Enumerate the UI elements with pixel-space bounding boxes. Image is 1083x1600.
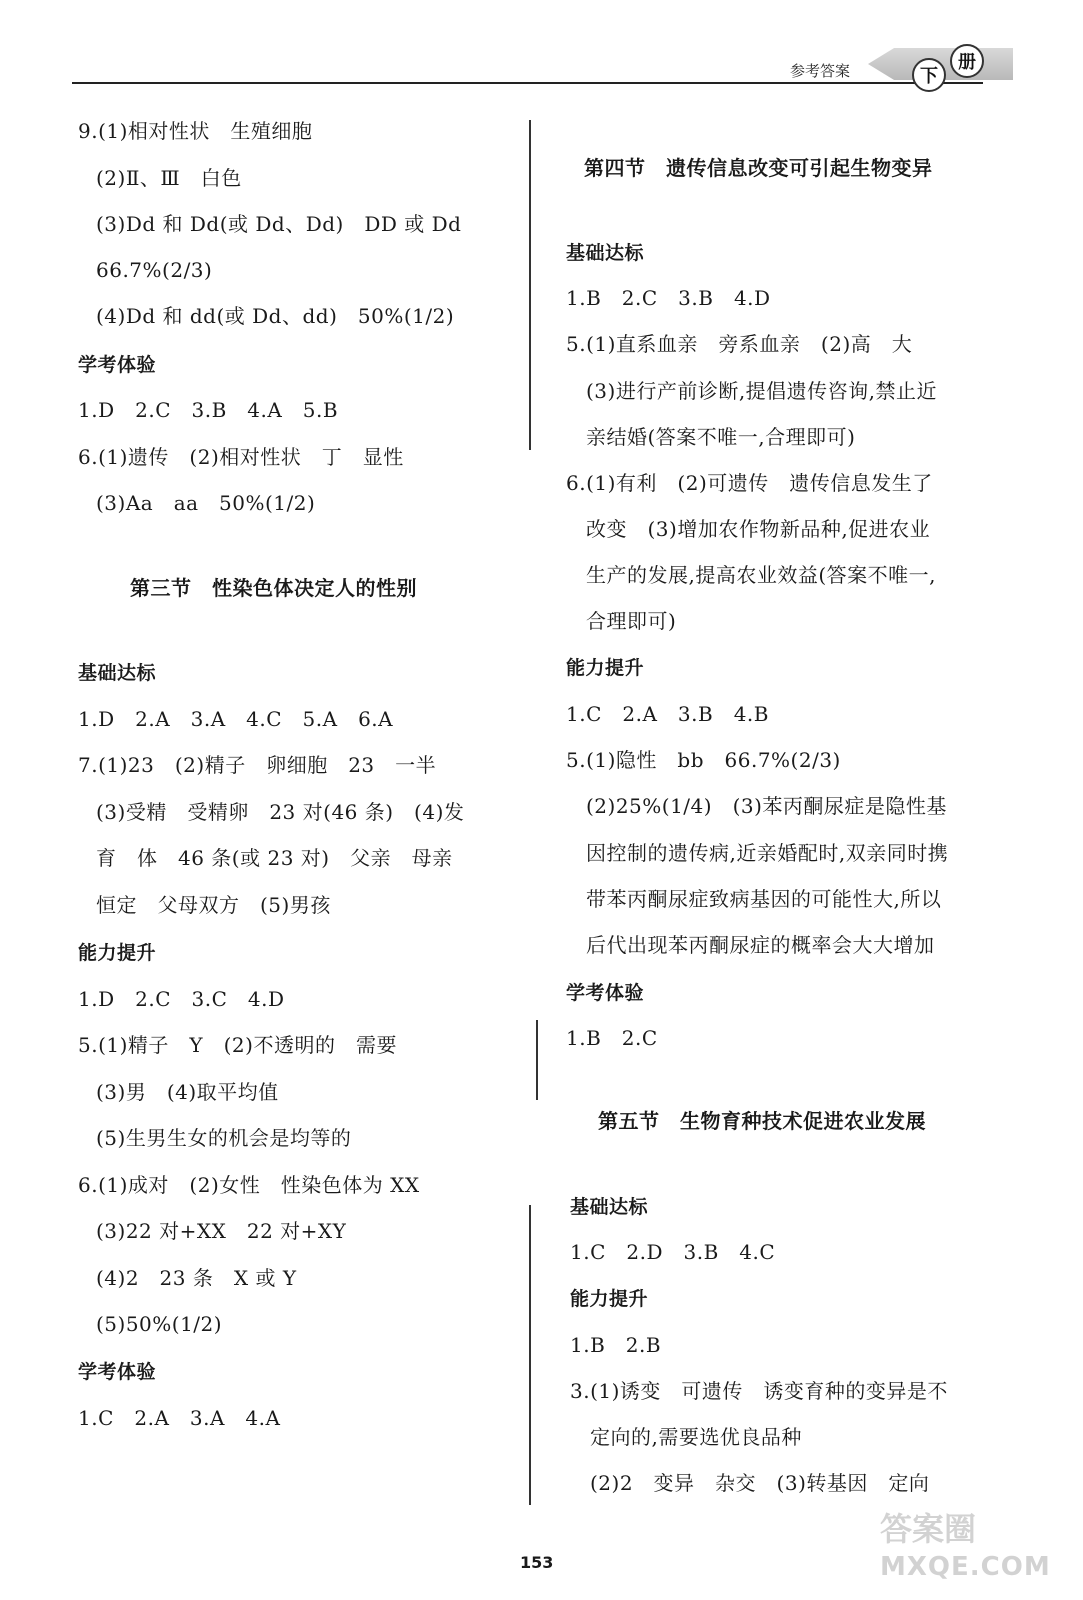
right-subheading: 能力提升 — [566, 657, 645, 679]
left-line: (2)Ⅱ、Ⅲ 白色 — [96, 166, 242, 190]
left-subheading: 学考体验 — [78, 1361, 157, 1383]
right-line: 带苯丙酮尿症致病基因的可能性大,所以 — [586, 887, 942, 911]
right-subheading: 基础达标 — [570, 1196, 649, 1218]
right-line: 定向的,需要选优良品种 — [590, 1425, 802, 1449]
left-section-title: 第三节 性染色体决定人的性别 — [130, 576, 417, 600]
left-subheading: 学考体验 — [78, 354, 157, 376]
column-divider-top — [529, 120, 531, 450]
left-line: (5)生男生女的机会是均等的 — [96, 1126, 352, 1150]
left-line: (4)Dd 和 dd(或 Dd、dd) 50%(1/2) — [96, 304, 455, 328]
left-line: 6.(1)成对 (2)女性 性染色体为 XX — [78, 1173, 420, 1197]
right-line: 合理即可) — [586, 609, 677, 633]
right-line: 生产的发展,提高农业效益(答案不唯一, — [586, 563, 937, 587]
left-line: 5.(1)精子 Y (2)不透明的 需要 — [78, 1033, 397, 1057]
left-line: 6.(1)遗传 (2)相对性状 丁 显性 — [78, 445, 404, 469]
left-line: 1.D 2.C 3.C 4.D — [78, 987, 285, 1011]
right-subheading: 学考体验 — [566, 982, 645, 1004]
right-line: (2)25%(1/4) (3)苯丙酮尿症是隐性基 — [586, 794, 947, 818]
right-line: 1.B 2.C 3.B 4.D — [566, 286, 771, 310]
left-line: 育 体 46 条(或 23 对) 父亲 母亲 — [96, 846, 453, 870]
right-line: (3)进行产前诊断,提倡遗传咨询,禁止近 — [586, 379, 938, 403]
left-line: (4)2 23 条 X 或 Y — [96, 1266, 297, 1290]
right-section-title: 第五节 生物育种技术促进农业发展 — [598, 1109, 926, 1133]
page-header — [0, 0, 1083, 92]
right-subheading: 能力提升 — [570, 1288, 649, 1310]
column-divider-middle — [536, 1020, 538, 1100]
left-line: 1.D 2.C 3.B 4.A 5.B — [78, 398, 339, 422]
left-line: (3)Aa aa 50%(1/2) — [96, 491, 316, 515]
left-line: 9.(1)相对性状 生殖细胞 — [78, 119, 313, 143]
right-line: 1.C 2.D 3.B 4.C — [570, 1240, 776, 1264]
left-line: 恒定 父母双方 (5)男孩 — [96, 893, 331, 917]
left-line: (3)男 (4)取平均值 — [96, 1080, 279, 1104]
left-line: 1.D 2.A 3.A 4.C 5.A 6.A — [78, 707, 394, 731]
right-line: (2)2 变异 杂交 (3)转基因 定向 — [590, 1471, 930, 1495]
left-line: (3)受精 受精卵 23 对(46 条) (4)发 — [96, 800, 465, 824]
right-section-title: 第四节 遗传信息改变可引起生物变异 — [584, 156, 933, 180]
watermark-url: MXQE.COM — [880, 1552, 1051, 1582]
right-line: 亲结婚(答案不唯一,合理即可) — [586, 425, 856, 449]
right-line: 6.(1)有利 (2)可遗传 遗传信息发生了 — [566, 471, 933, 495]
left-line: (3)22 对+XX 22 对+XY — [96, 1219, 347, 1243]
page-number: 153 — [520, 1553, 554, 1572]
header-rule — [72, 82, 983, 84]
header-label: 参考答案 — [790, 62, 851, 80]
right-line: 1.C 2.A 3.B 4.B — [566, 702, 769, 726]
column-divider-bottom — [529, 1205, 531, 1505]
volume-badge-down: 下 — [912, 58, 946, 92]
right-line: 1.B 2.B — [570, 1333, 662, 1357]
left-line: (3)Dd 和 Dd(或 Dd、Dd) DD 或 Dd — [96, 212, 462, 236]
right-line: 5.(1)隐性 bb 66.7%(2/3) — [566, 748, 841, 772]
watermark-logo — [880, 1510, 1051, 1586]
right-subheading: 基础达标 — [566, 242, 645, 264]
left-line: (5)50%(1/2) — [96, 1312, 223, 1336]
left-line: 1.C 2.A 3.A 4.A — [78, 1406, 281, 1430]
left-line: 66.7%(2/3) — [96, 258, 213, 282]
right-line: 3.(1)诱变 可遗传 诱变育种的变异是不 — [570, 1379, 948, 1403]
right-line: 5.(1)直系血亲 旁系血亲 (2)高 大 — [566, 332, 913, 356]
right-line: 改变 (3)增加农作物新品种,促进农业 — [586, 517, 931, 541]
right-line: 因控制的遗传病,近亲婚配时,双亲同时携 — [586, 841, 949, 865]
left-subheading: 基础达标 — [78, 662, 157, 684]
left-subheading: 能力提升 — [78, 942, 157, 964]
right-line: 1.B 2.C — [566, 1026, 658, 1050]
volume-badge-book: 册 — [950, 44, 984, 78]
right-line: 后代出现苯丙酮尿症的概率会大大增加 — [586, 933, 935, 957]
watermark-text: 答案圈 — [880, 1510, 977, 1548]
left-line: 7.(1)23 (2)精子 卵细胞 23 一半 — [78, 753, 437, 777]
